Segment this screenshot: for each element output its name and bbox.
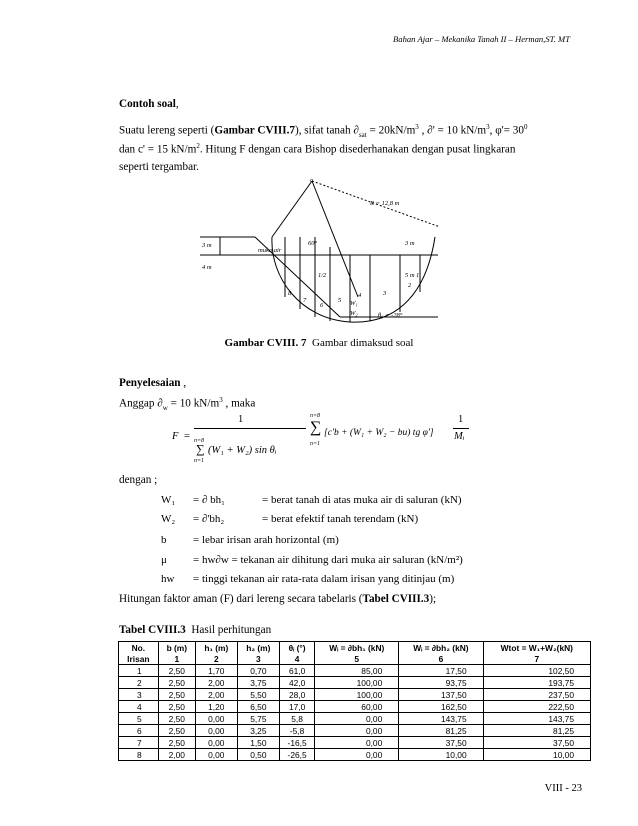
dim-top-label: 3 m	[202, 242, 212, 249]
table-cell: 5	[119, 713, 159, 725]
solution-heading: Penyelesaian ,	[119, 377, 187, 389]
figure-caption: Gambar CVIII. 7 Gambar dimaksud soal	[224, 337, 414, 349]
dim-mid-label: 4 m	[202, 264, 212, 271]
assume-line: Anggap $\partial_w = 10$ $kN/m^3$ , maka	[119, 396, 256, 412]
col-header: Wtot = W₁+W₂(kN)	[483, 642, 590, 654]
table-row	[119, 665, 591, 677]
table-cell: 0,00	[195, 713, 237, 725]
table-cell: 17,0	[279, 701, 314, 713]
table-cell: 85,00	[315, 665, 399, 677]
table-cell: 102,50	[483, 665, 590, 677]
running-header: Bahan Ajar – Mekanika Tanah II – Herman,ST. MT	[393, 34, 570, 44]
table-cell: 0,00	[195, 725, 237, 737]
col-subheader: 3	[237, 653, 279, 665]
table-cell: 0,00	[195, 737, 237, 749]
table-cell: 3,75	[237, 677, 279, 689]
table-cell: 17,50	[399, 665, 483, 677]
col-subheader: 6	[399, 653, 483, 665]
table-cell: 162,50	[399, 701, 483, 713]
definition-mu: μ = hw∂w = tekanan air dihitung dari muka air saluran (kN/m²)	[161, 554, 463, 566]
slice-label-2: 2	[408, 282, 412, 289]
w2-label: W₂	[350, 310, 358, 317]
definition-w1: W₁ = ∂ bh₁ = berat tanah di atas muka air di saluran (kN)	[161, 494, 462, 506]
table-cell: 4	[119, 701, 159, 713]
table-cell: 2,50	[158, 737, 195, 749]
slice-label-3: 3	[383, 290, 387, 297]
table-cell: -16,5	[279, 737, 314, 749]
table-cell: 37,50	[399, 737, 483, 749]
table-cell: 60,00	[315, 701, 399, 713]
table-cell: 1,50	[237, 737, 279, 749]
table-cell: 1	[119, 665, 159, 677]
table-cell: 0,00	[315, 737, 399, 749]
table-row	[119, 713, 591, 725]
problem-line-3: seperti tergambar.	[119, 161, 199, 173]
table-row	[119, 689, 591, 701]
definition-w2: W₂ = ∂'bh₂ = berat efektif tanah terendam (kN)	[161, 513, 419, 525]
results-table	[118, 641, 591, 761]
table-row	[119, 701, 591, 713]
table-cell: 0,00	[315, 713, 399, 725]
table-row	[119, 725, 591, 737]
col-subheader: 7	[483, 653, 590, 665]
table-cell: 143,75	[483, 713, 590, 725]
table-cell: 5,50	[237, 689, 279, 701]
table-cell: 10,00	[483, 749, 590, 761]
table-subheader-row	[119, 653, 591, 665]
table-cell: 222,50	[483, 701, 590, 713]
slice-label-7: 7	[303, 297, 307, 304]
table-cell: 137,50	[399, 689, 483, 701]
table-cell: 0,70	[237, 665, 279, 677]
table-cell: 8	[119, 749, 159, 761]
table-cell: 3	[119, 689, 159, 701]
tabular-intro: Hitungan faktor aman (F) dari lereng secara tabelaris (Tabel CVIII.3);	[119, 593, 437, 605]
table-caption: Tabel CVIII.3 Hasil perhitungan	[119, 624, 272, 636]
table-cell: 28,0	[279, 689, 314, 701]
table-cell: 2,00	[195, 677, 237, 689]
table-cell: 2,50	[158, 665, 195, 677]
angle-label: θ₆ = -28°	[378, 312, 403, 319]
table-cell: 81,25	[399, 725, 483, 737]
table-cell: 81,25	[483, 725, 590, 737]
table-row	[119, 737, 591, 749]
col-header: Wᵢ = ∂bh₁ (kN)	[315, 642, 399, 654]
table-cell: 2	[119, 677, 159, 689]
table-cell: 6,50	[237, 701, 279, 713]
table-cell: 5,75	[237, 713, 279, 725]
definition-hw: hw = tinggi tekanan air rata-rata dalam irisan yang ditinjau (m)	[161, 573, 455, 585]
problem-line-2: dan c' = 15 $kN/m^2$. Hitung F dengan cara Bishop disederhanakan dengan pusat lingkaran	[119, 142, 516, 156]
problem-line-1: Suatu lereng seperti (Gambar CVIII.7), sifat tanah $\partial_{sat} = 20kN/m^3$ , ∂' = 10 $kN/m^3$, $\varphi'= 30^0$	[119, 123, 528, 139]
table-cell: 0,00	[315, 725, 399, 737]
table-cell: 2,00	[158, 749, 195, 761]
col-subheader: 1	[158, 653, 195, 665]
col-subheader: 5	[315, 653, 399, 665]
table-cell: 1,70	[195, 665, 237, 677]
table-cell: 143,75	[399, 713, 483, 725]
water-label: muka air	[258, 247, 282, 254]
centre-label: o	[310, 177, 314, 184]
slice-label-1: 1	[416, 272, 420, 279]
definition-b: b = lebar irisan arah horizontal (m)	[161, 534, 339, 546]
dim-bot-label: 5 m	[405, 272, 415, 279]
table-cell: 2,00	[195, 689, 237, 701]
table-header-row	[119, 642, 591, 654]
with-line: dengan ;	[119, 474, 158, 486]
w1-label: W₁	[350, 300, 358, 307]
bishop-formula: F = 1 n=8 ∑ n=1 (W₁ + W₂) sin θᵢ n=8 ∑ n=1 [c'b + (W₁ + W₂ − bu) tg φ'] 1 Mᵢ	[168, 411, 468, 469]
table-row	[119, 749, 591, 761]
slice-label-5: 5	[338, 297, 342, 304]
example-heading: Contoh soal,	[119, 98, 179, 110]
table-cell: 237,50	[483, 689, 590, 701]
slice-label-4: 4	[358, 292, 362, 299]
col-header: h₁ (m)	[195, 642, 237, 654]
table-cell: 2,50	[158, 689, 195, 701]
table-cell: 0,00	[195, 749, 237, 761]
col-subheader: 4	[279, 653, 314, 665]
table-cell: 100,00	[315, 689, 399, 701]
table-cell: -5,8	[279, 725, 314, 737]
table-cell: 2,50	[158, 713, 195, 725]
radius-label: R = 12,8 m	[370, 200, 400, 207]
table-cell: 37,50	[483, 737, 590, 749]
table-cell: 10,00	[399, 749, 483, 761]
col-header: No.	[119, 642, 159, 654]
col-subheader: Irisan	[119, 653, 159, 665]
table-cell: -26,5	[279, 749, 314, 761]
table-cell: 2,50	[158, 701, 195, 713]
table-row	[119, 677, 591, 689]
table-cell: 42,0	[279, 677, 314, 689]
slice-label-6: 6	[320, 302, 324, 309]
table-cell: 61,0	[279, 665, 314, 677]
table-cell: 2,50	[158, 677, 195, 689]
table-cell: 193,75	[483, 677, 590, 689]
slope-figure	[200, 177, 440, 329]
table-cell: 7	[119, 737, 159, 749]
table-cell: 6	[119, 725, 159, 737]
col-header: θᵢ (°)	[279, 642, 314, 654]
table-cell: 2,50	[158, 725, 195, 737]
table-cell: 3,25	[237, 725, 279, 737]
col-header: b (m)	[158, 642, 195, 654]
page-number: VIII - 23	[544, 783, 582, 794]
angle2-label: 60°	[308, 240, 318, 247]
table-cell: 0,00	[315, 749, 399, 761]
table-cell: 1,20	[195, 701, 237, 713]
table-cell: 100,00	[315, 677, 399, 689]
col-subheader: 2	[195, 653, 237, 665]
dim-side-label: 3 m	[405, 240, 415, 247]
col-header: Wᵢ = ∂bh₂ (kN)	[399, 642, 483, 654]
slope-label: 1/2	[318, 272, 327, 279]
table-cell: 5,8	[279, 713, 314, 725]
table-cell: 0,50	[237, 749, 279, 761]
table-cell: 93,75	[399, 677, 483, 689]
slice-label-8: 8	[288, 290, 292, 297]
col-header: h₂ (m)	[237, 642, 279, 654]
